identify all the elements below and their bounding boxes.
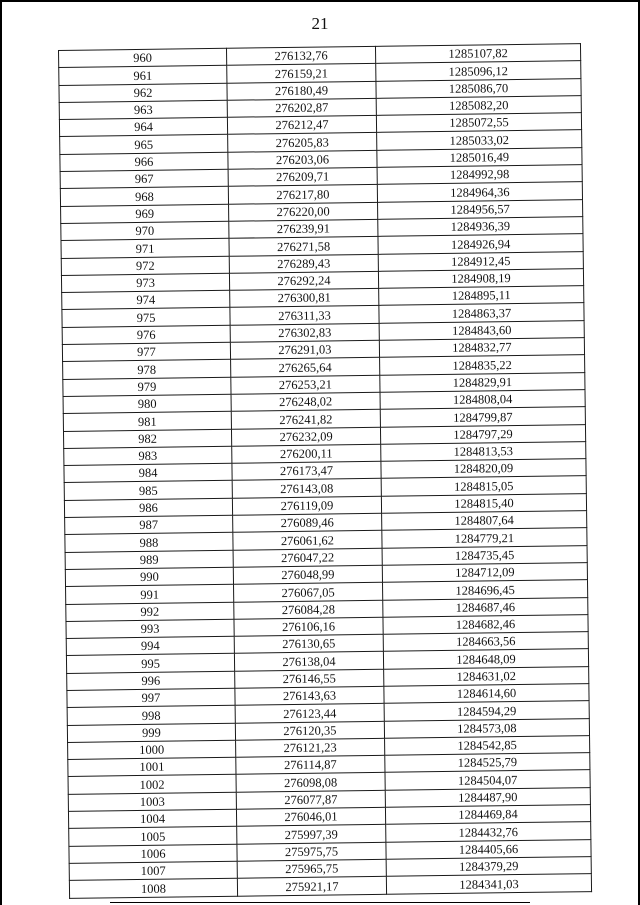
y-coordinate-cell: 1284863,37	[379, 303, 584, 323]
y-coordinate-cell: 1284815,40	[381, 493, 586, 513]
y-coordinate-cell: 1284648,09	[383, 649, 588, 669]
y-coordinate-cell: 1284542,85	[385, 735, 590, 755]
y-coordinate-cell: 1284815,05	[381, 476, 586, 496]
y-coordinate-cell: 1284735,45	[382, 545, 587, 565]
x-coordinate-cell: 276173,47	[232, 461, 381, 480]
y-coordinate-cell: 1284926,94	[378, 234, 583, 254]
y-coordinate-cell: 1284573,08	[384, 718, 589, 738]
point-number-cell: 997	[67, 688, 235, 707]
point-number-cell: 994	[66, 636, 234, 655]
x-coordinate-cell: 275975,75	[237, 842, 386, 861]
x-coordinate-cell: 276143,08	[232, 479, 381, 498]
point-number-cell: 993	[66, 619, 234, 638]
point-number-cell: 985	[64, 481, 232, 500]
point-number-cell: 965	[60, 135, 228, 154]
x-coordinate-cell: 276289,43	[229, 254, 378, 273]
y-coordinate-cell: 1284504,07	[385, 770, 590, 790]
point-number-cell: 984	[64, 463, 232, 482]
y-coordinate-cell: 1285096,12	[376, 61, 581, 81]
y-coordinate-cell: 1285072,55	[376, 113, 581, 133]
y-coordinate-cell: 1284797,29	[380, 424, 585, 444]
x-coordinate-cell: 276291,03	[230, 340, 379, 359]
x-coordinate-cell: 275965,75	[237, 859, 386, 878]
y-coordinate-cell: 1284912,45	[378, 251, 583, 271]
point-number-cell: 975	[62, 308, 230, 327]
point-number-cell: 971	[61, 239, 229, 258]
y-coordinate-cell: 1285082,20	[376, 96, 581, 116]
page-number: 21	[311, 14, 329, 33]
scan-border-top	[0, 0, 640, 2]
x-coordinate-cell: 276202,87	[227, 98, 376, 117]
point-number-cell: 967	[60, 169, 228, 188]
y-coordinate-cell: 1284799,87	[380, 407, 585, 427]
x-coordinate-cell: 276241,82	[231, 410, 380, 429]
point-number-cell: 989	[65, 550, 233, 569]
point-number-cell: 995	[66, 654, 234, 673]
scan-border-bottom	[110, 902, 530, 903]
x-coordinate-cell: 276302,83	[230, 323, 379, 342]
x-coordinate-cell: 276212,47	[227, 116, 376, 135]
point-number-cell: 964	[59, 117, 227, 136]
y-coordinate-cell: 1284820,09	[381, 459, 586, 479]
point-number-cell: 996	[67, 671, 235, 690]
x-coordinate-cell: 276146,55	[235, 669, 384, 688]
point-number-cell: 987	[65, 515, 233, 534]
x-coordinate-cell: 276311,33	[230, 306, 379, 325]
y-coordinate-cell: 1284712,09	[382, 563, 587, 583]
point-number-cell: 1001	[68, 757, 236, 776]
point-number-cell: 973	[61, 273, 229, 292]
point-number-cell: 972	[61, 256, 229, 275]
y-coordinate-cell: 1284469,84	[385, 805, 590, 825]
point-number-cell: 999	[67, 723, 235, 742]
x-coordinate-cell: 276106,16	[234, 617, 383, 636]
x-coordinate-cell: 276114,87	[236, 755, 385, 774]
y-coordinate-cell: 1285107,82	[375, 44, 580, 64]
y-coordinate-cell: 1284895,11	[379, 286, 584, 306]
x-coordinate-cell: 275921,17	[237, 877, 386, 896]
x-coordinate-cell: 276084,28	[234, 600, 383, 619]
point-number-cell: 992	[66, 602, 234, 621]
point-number-cell: 961	[59, 66, 227, 85]
point-number-cell: 980	[63, 394, 231, 413]
y-coordinate-cell: 1284663,56	[383, 632, 588, 652]
x-coordinate-cell: 276203,06	[228, 150, 377, 169]
y-coordinate-cell: 1284992,98	[377, 165, 582, 185]
x-coordinate-cell: 276217,80	[228, 185, 377, 204]
y-coordinate-cell: 1284487,90	[385, 787, 590, 807]
y-coordinate-cell: 1284808,04	[380, 390, 585, 410]
x-coordinate-cell: 276067,05	[234, 583, 383, 602]
point-number-cell: 983	[64, 446, 232, 465]
y-coordinate-cell: 1284405,66	[386, 839, 591, 859]
x-coordinate-cell: 276271,58	[229, 237, 378, 256]
x-coordinate-cell: 276132,76	[226, 46, 375, 65]
point-number-cell: 1007	[69, 861, 237, 880]
y-coordinate-cell: 1284594,29	[384, 701, 589, 721]
point-number-cell: 966	[60, 152, 228, 171]
x-coordinate-cell: 276159,21	[227, 64, 376, 83]
x-coordinate-cell: 276119,09	[232, 496, 381, 515]
x-coordinate-cell: 276089,46	[233, 513, 382, 532]
coordinates-table	[58, 43, 592, 898]
y-coordinate-cell: 1284779,21	[382, 528, 587, 548]
x-coordinate-cell: 276180,49	[227, 81, 376, 100]
coordinates-table-body	[59, 44, 592, 898]
x-coordinate-cell: 276048,99	[233, 565, 382, 584]
y-coordinate-cell: 1284908,19	[378, 269, 583, 289]
x-coordinate-cell: 276061,62	[233, 531, 382, 550]
x-coordinate-cell: 276130,65	[234, 634, 383, 653]
x-coordinate-cell: 275997,39	[237, 825, 386, 844]
x-coordinate-cell: 276120,35	[235, 721, 384, 740]
x-coordinate-cell: 276046,01	[236, 807, 385, 826]
y-coordinate-cell: 1284682,46	[383, 614, 588, 634]
point-number-cell: 1002	[68, 775, 236, 794]
point-number-cell: 963	[59, 100, 227, 119]
point-number-cell: 1000	[68, 740, 236, 759]
x-coordinate-cell: 276077,87	[236, 790, 385, 809]
x-coordinate-cell: 276220,00	[229, 202, 378, 221]
point-number-cell: 977	[62, 342, 230, 361]
point-number-cell: 1005	[69, 827, 237, 846]
x-coordinate-cell: 276239,91	[229, 219, 378, 238]
y-coordinate-cell: 1284843,60	[379, 320, 584, 340]
y-coordinate-cell: 1285033,02	[377, 130, 582, 150]
y-coordinate-cell: 1284832,77	[379, 338, 584, 358]
y-coordinate-cell: 1284829,91	[380, 372, 585, 392]
x-coordinate-cell: 276232,09	[231, 427, 380, 446]
point-number-cell: 981	[63, 411, 231, 430]
y-coordinate-cell: 1284614,60	[384, 684, 589, 704]
y-coordinate-cell: 1284956,57	[378, 199, 583, 219]
point-number-cell: 970	[61, 221, 229, 240]
y-coordinate-cell: 1284525,79	[385, 753, 590, 773]
y-coordinate-cell: 1284432,76	[386, 822, 591, 842]
point-number-cell: 988	[65, 533, 233, 552]
y-coordinate-cell: 1284631,02	[384, 666, 589, 686]
point-number-cell: 968	[60, 187, 228, 206]
y-coordinate-cell: 1284696,45	[382, 580, 587, 600]
x-coordinate-cell: 276143,63	[235, 686, 384, 705]
point-number-cell: 960	[59, 48, 227, 67]
point-number-cell: 1006	[69, 844, 237, 863]
point-number-cell: 998	[67, 706, 235, 725]
x-coordinate-cell: 276248,02	[231, 392, 380, 411]
x-coordinate-cell: 276205,83	[228, 133, 377, 152]
x-coordinate-cell: 276253,21	[231, 375, 380, 394]
x-coordinate-cell: 276047,22	[233, 548, 382, 567]
scan-border-left	[0, 0, 2, 905]
x-coordinate-cell: 276265,64	[231, 358, 380, 377]
point-number-cell: 969	[61, 204, 229, 223]
y-coordinate-cell: 1285016,49	[377, 147, 582, 167]
x-coordinate-cell: 276121,23	[236, 738, 385, 757]
x-coordinate-cell: 276138,04	[234, 652, 383, 671]
point-number-cell: 1008	[69, 878, 237, 897]
x-coordinate-cell: 276292,24	[229, 271, 378, 290]
y-coordinate-cell: 1284379,29	[386, 857, 591, 877]
point-number-cell: 986	[64, 498, 232, 517]
point-number-cell: 974	[62, 290, 230, 309]
x-coordinate-cell: 276209,71	[228, 167, 377, 186]
x-coordinate-cell: 276123,44	[235, 704, 384, 723]
point-number-cell: 976	[62, 325, 230, 344]
x-coordinate-cell: 276098,08	[236, 773, 385, 792]
y-coordinate-cell: 1284964,36	[377, 182, 582, 202]
y-coordinate-cell: 1285086,70	[376, 78, 581, 98]
point-number-cell: 978	[63, 360, 231, 379]
x-coordinate-cell: 276300,81	[230, 288, 379, 307]
y-coordinate-cell: 1284936,39	[378, 217, 583, 237]
y-coordinate-cell: 1284341,03	[386, 874, 591, 894]
y-coordinate-cell: 1284687,46	[383, 597, 588, 617]
point-number-cell: 1004	[68, 809, 236, 828]
x-coordinate-cell: 276200,11	[232, 444, 381, 463]
point-number-cell: 990	[65, 567, 233, 586]
y-coordinate-cell: 1284835,22	[380, 355, 585, 375]
point-number-cell: 991	[66, 584, 234, 603]
point-number-cell: 982	[63, 429, 231, 448]
y-coordinate-cell: 1284813,53	[381, 441, 586, 461]
point-number-cell: 1003	[68, 792, 236, 811]
point-number-cell: 979	[63, 377, 231, 396]
y-coordinate-cell: 1284807,64	[382, 511, 587, 531]
point-number-cell: 962	[59, 83, 227, 102]
